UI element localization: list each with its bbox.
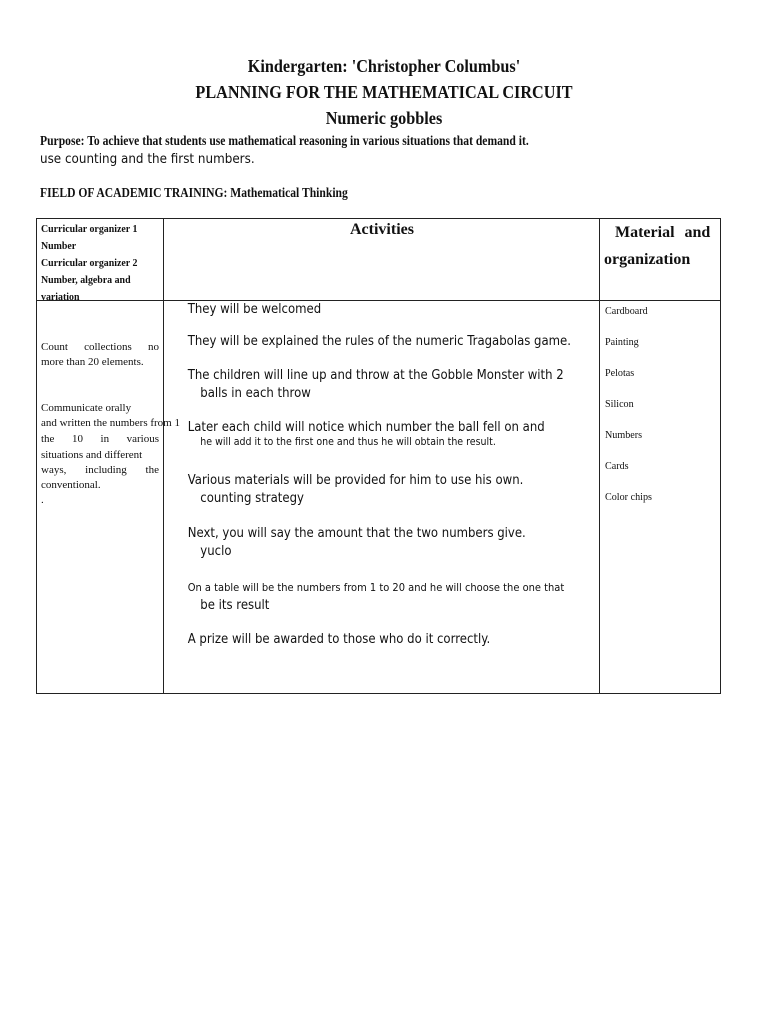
activity-text: Next, you will say the amount that the two numbers give.: [187, 526, 526, 541]
activity-continuation: balls in each throw: [200, 386, 311, 401]
activity-item: [185, 302, 321, 317]
organizer-header-line: Number: [41, 240, 77, 252]
organizer-text-line: more than 20 elements.: [41, 356, 144, 368]
organizer-header: [41, 221, 181, 306]
organizer-text-line: situations and different: [41, 449, 143, 461]
material-item: Silicon: [605, 398, 634, 410]
organizer-header-line: Curricular organizer 1: [41, 223, 138, 235]
material-item: Color chips: [605, 491, 652, 503]
planning-table: [36, 218, 721, 694]
activity-continuation: yuclo: [200, 544, 232, 559]
activity-text: A prize will be awarded to those who do it correctly.: [187, 632, 491, 647]
organizer-header-line: variation: [41, 291, 80, 303]
organizer-text-line: .: [41, 494, 44, 506]
material-header: [604, 219, 722, 273]
organizer-text-line: Count collections no: [41, 341, 159, 353]
subtitle: Numeric gobbles: [325, 108, 443, 128]
activity-text: The children will line up and throw at the Gobble Monster with 2: [187, 368, 564, 383]
material-header-line: organization: [604, 251, 691, 268]
organizer-text-line: Communicate orally: [41, 402, 132, 414]
material-header-line: Material and: [615, 224, 711, 241]
organizer-header-line: Curricular organizer 2: [41, 257, 138, 269]
activity-item: [185, 420, 545, 448]
activity-text: Later each child will notice which number the ball fell on and: [187, 420, 545, 435]
material-item: Cardboard: [605, 305, 648, 317]
organizer-text-line: and written the numbers from 1: [41, 417, 180, 429]
activity-text: On a table will be the numbers from 1 to 20 and he will choose the one that: [187, 581, 565, 594]
purpose-statement: Purpose: To achieve that students use mathematical reasoning in various situations that demand it.: [40, 133, 529, 148]
column-divider: [599, 219, 600, 693]
activity-continuation: counting strategy: [200, 491, 304, 506]
material-item: Pelotas: [605, 367, 635, 379]
activity-text: They will be welcomed: [187, 302, 322, 317]
organizer-header-line: Number, algebra and: [41, 274, 131, 286]
activities-header: Activities: [350, 221, 414, 238]
material-item: Numbers: [605, 429, 643, 441]
activity-text: Various materials will be provided for him to use his own.: [187, 473, 524, 488]
material-item: Painting: [605, 336, 639, 348]
planning-title: PLANNING FOR THE MATHEMATICAL CIRCUIT: [195, 82, 573, 102]
organizer-text-line: ways, including the: [41, 464, 159, 476]
activity-text: They will be explained the rules of the numeric Tragabolas game.: [187, 334, 571, 349]
organizer-text-line: conventional.: [41, 479, 101, 491]
activity-item: [185, 632, 490, 647]
activity-continuation: he will add it to the first one and thus he will obtain the result.: [200, 436, 496, 448]
kindergarten-title: Kindergarten: 'Christopher Columbus': [247, 56, 521, 76]
organizer-text-line: the 10 in various: [41, 433, 159, 445]
activity-item: [185, 473, 523, 506]
activity-item: [185, 368, 564, 401]
activity-continuation: be its result: [200, 598, 270, 613]
activity-item: [185, 526, 526, 559]
activity-item: [185, 334, 571, 349]
material-item: Cards: [605, 460, 629, 472]
field-of-training: FIELD OF ACADEMIC TRAINING: Mathematical Thinking: [40, 185, 348, 200]
activity-item: [185, 581, 564, 613]
purpose-continuation: use counting and the first numbers.: [40, 152, 255, 167]
